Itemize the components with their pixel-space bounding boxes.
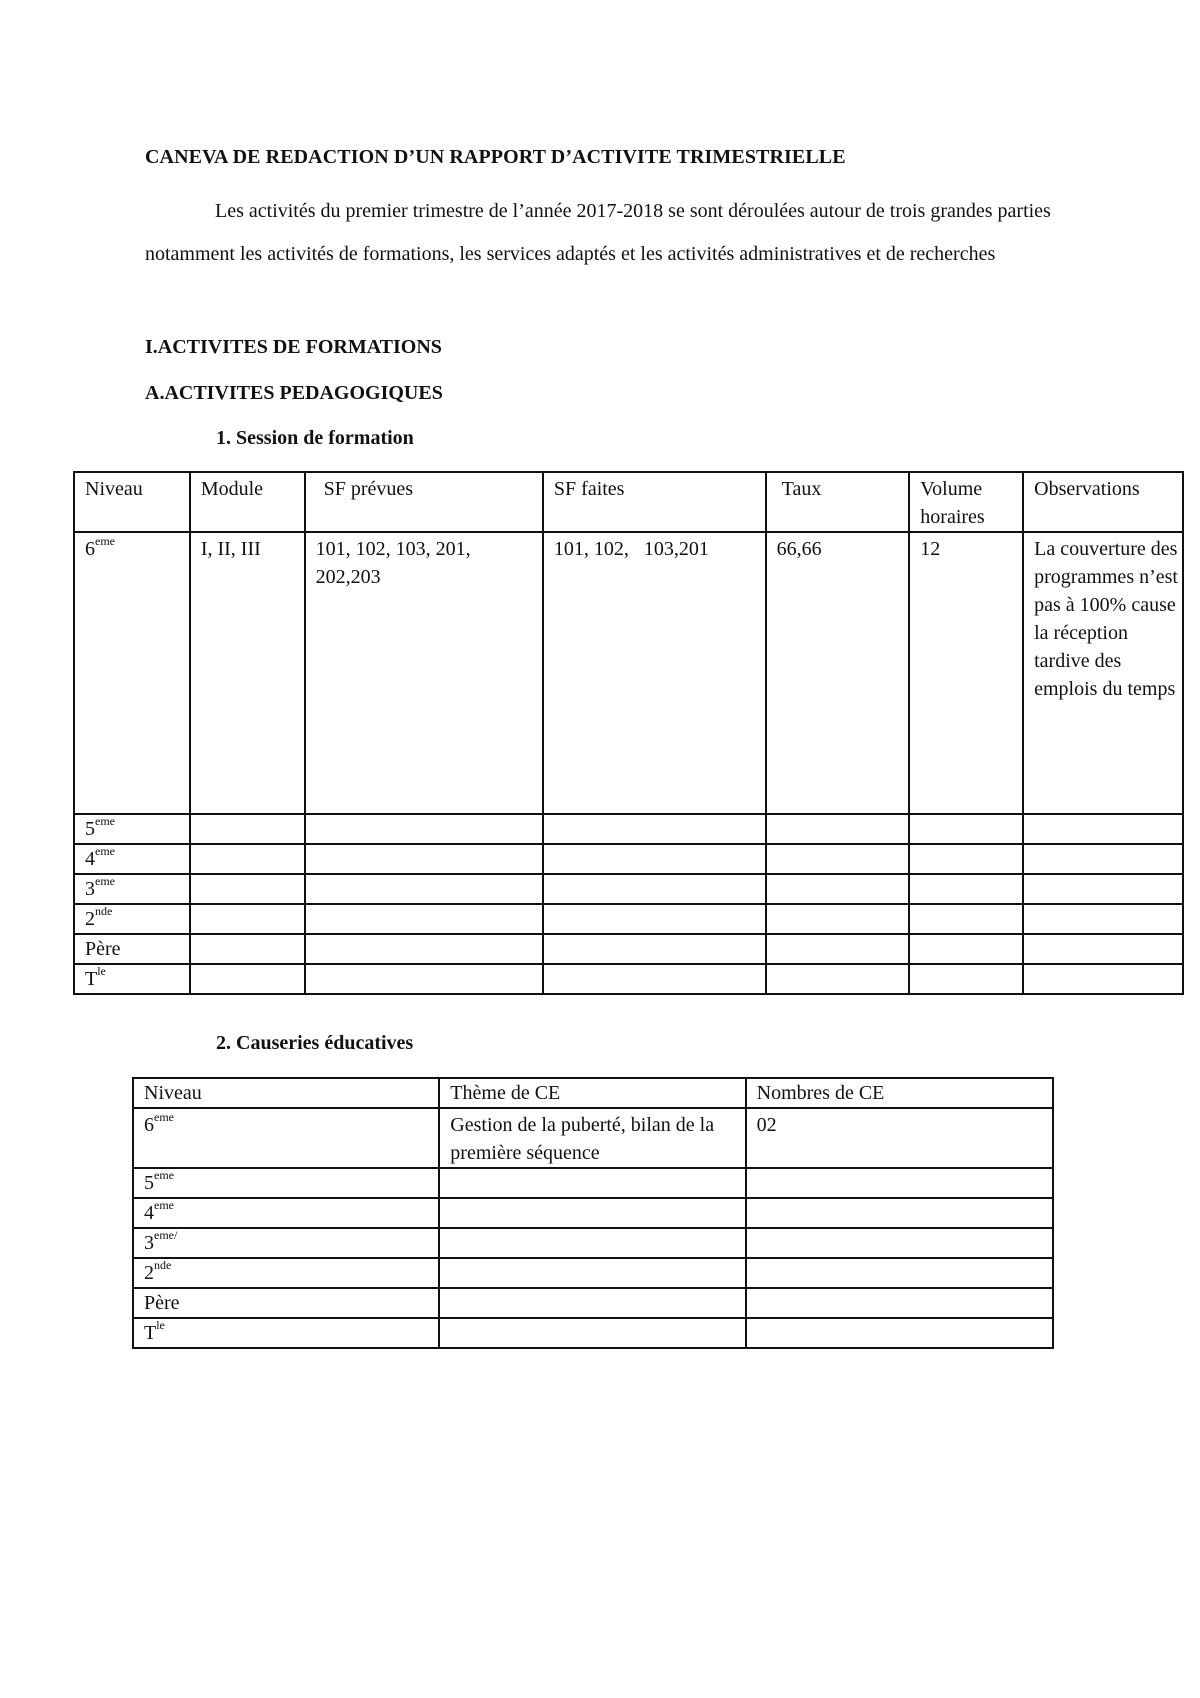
cell-empty — [543, 844, 766, 874]
niveau-label: 2 — [144, 1262, 154, 1284]
cell-empty — [439, 1288, 745, 1318]
cell-niveau — [74, 844, 190, 874]
cell-observations: La couverture des programmes n’est pas à 100% cause la réception tardive des emplois du temps — [1023, 532, 1183, 814]
cell-empty — [909, 904, 1023, 934]
cell-taux: 66,66 — [766, 532, 910, 814]
cell-empty — [543, 904, 766, 934]
cell-empty — [766, 934, 910, 964]
table-row — [133, 1108, 1053, 1168]
cell-empty — [305, 814, 543, 844]
cell-sf-faites: 101, 102, 103,201 — [543, 532, 766, 814]
niveau-sup: eme — [154, 1110, 174, 1125]
cell-empty — [543, 934, 766, 964]
header-cell-volume: Volume horaires — [909, 472, 1023, 532]
niveau-label: 6 — [144, 1114, 154, 1136]
intro-text: Les activités du premier trimestre de l’année 2017-2018 se sont déroulées autour de trois grandes parties notamment les activités de formations, les services adaptés et les activités administratives et de recherches — [145, 200, 1051, 265]
cell-empty — [909, 934, 1023, 964]
niveau-label: 6 — [85, 538, 95, 560]
niveau-label: T — [144, 1322, 157, 1344]
cell-empty — [766, 814, 910, 844]
cell-empty — [766, 964, 910, 994]
header-cell-niveau: Niveau — [74, 472, 190, 532]
cell-niveau — [74, 904, 190, 934]
cell-empty — [1023, 934, 1183, 964]
header-cell-sf-prevues: SF prévues — [305, 472, 543, 532]
cell-empty — [543, 964, 766, 994]
table-row — [133, 1228, 1053, 1258]
header-cell-theme: Thème de CE — [439, 1078, 745, 1108]
cell-empty — [909, 844, 1023, 874]
cell-empty — [190, 874, 305, 904]
niveau-label: 5 — [144, 1172, 154, 1194]
header-cell-nombres: Nombres de CE — [746, 1078, 1053, 1108]
table-row — [133, 1288, 1053, 1318]
cell-empty — [190, 844, 305, 874]
cell-empty — [746, 1228, 1053, 1258]
table-row — [74, 964, 1183, 994]
cell-empty — [746, 1318, 1053, 1348]
table-row — [133, 1258, 1053, 1288]
table-row — [74, 814, 1183, 844]
cell-niveau — [74, 934, 190, 964]
cell-empty — [305, 904, 543, 934]
cell-empty — [766, 874, 910, 904]
cell-empty — [305, 844, 543, 874]
cell-niveau — [74, 964, 190, 994]
niveau-label: Père — [144, 1292, 180, 1314]
section-heading-formations: I.ACTIVITES DE FORMATIONS — [145, 336, 442, 358]
cell-module: I, II, III — [190, 532, 305, 814]
cell-theme: Gestion de la puberté, bilan de la première séquence — [439, 1108, 745, 1168]
session-formation-table — [73, 471, 1184, 995]
cell-empty — [746, 1168, 1053, 1198]
niveau-sup: eme — [95, 534, 115, 549]
niveau-sup: eme — [154, 1198, 174, 1213]
cell-empty — [190, 964, 305, 994]
cell-empty — [1023, 844, 1183, 874]
table-row — [133, 1168, 1053, 1198]
cell-empty — [746, 1258, 1053, 1288]
table-row — [74, 532, 1183, 814]
cell-empty — [190, 934, 305, 964]
niveau-sup: eme — [154, 1168, 174, 1183]
cell-empty — [1023, 874, 1183, 904]
cell-sf-prevues: 101, 102, 103, 201, 202,203 — [305, 532, 543, 814]
cell-nombre: 02 — [746, 1108, 1053, 1168]
niveau-sup: nde — [95, 904, 113, 919]
cell-empty — [766, 844, 910, 874]
item-heading-causeries: 2. Causeries éducatives — [216, 1032, 414, 1054]
niveau-label: 4 — [144, 1202, 154, 1224]
cell-empty — [1023, 814, 1183, 844]
niveau-label: T — [85, 968, 98, 990]
niveau-sup: nde — [154, 1258, 172, 1273]
niveau-label: 3 — [144, 1232, 154, 1254]
cell-empty — [439, 1258, 745, 1288]
table-row — [133, 1198, 1053, 1228]
cell-niveau — [133, 1108, 439, 1168]
cell-empty — [305, 874, 543, 904]
cell-niveau — [74, 874, 190, 904]
niveau-sup: eme/ — [154, 1228, 178, 1243]
cell-empty — [439, 1168, 745, 1198]
cell-niveau — [133, 1228, 439, 1258]
header-cell-taux: Taux — [766, 472, 910, 532]
document-title: CANEVA DE REDACTION D’UN RAPPORT D’ACTIVITE TRIMESTRIELLE — [145, 146, 846, 168]
niveau-label: 3 — [85, 878, 95, 900]
cell-niveau — [133, 1288, 439, 1318]
cell-empty — [543, 874, 766, 904]
cell-empty — [190, 814, 305, 844]
cell-empty — [439, 1228, 745, 1258]
cell-empty — [746, 1288, 1053, 1318]
intro-paragraph — [145, 190, 1075, 275]
cell-empty — [1023, 904, 1183, 934]
cell-empty — [439, 1198, 745, 1228]
subsection-heading-pedagogiques: A.ACTIVITES PEDAGOGIQUES — [145, 382, 443, 404]
header-cell-observations: Observations — [1023, 472, 1183, 532]
cell-empty — [909, 874, 1023, 904]
header-cell-sf-faites: SF faites — [543, 472, 766, 532]
niveau-sup: eme — [95, 814, 115, 829]
cell-empty — [190, 904, 305, 934]
niveau-label: Père — [85, 938, 121, 960]
cell-empty — [1023, 964, 1183, 994]
item-heading-session: 1. Session de formation — [216, 427, 414, 449]
cell-empty — [766, 904, 910, 934]
niveau-label: 2 — [85, 908, 95, 930]
header-cell-module: Module — [190, 472, 305, 532]
causeries-table — [132, 1077, 1054, 1349]
table-row — [133, 1318, 1053, 1348]
cell-niveau — [133, 1258, 439, 1288]
cell-niveau — [133, 1318, 439, 1348]
cell-niveau — [74, 532, 190, 814]
table-row — [74, 934, 1183, 964]
cell-volume: 12 — [909, 532, 1023, 814]
cell-empty — [909, 814, 1023, 844]
header-cell-niveau: Niveau — [133, 1078, 439, 1108]
niveau-sup: le — [156, 1318, 165, 1333]
table-row — [74, 904, 1183, 934]
niveau-label: 5 — [85, 818, 95, 840]
table-header-row — [74, 472, 1183, 532]
niveau-sup: eme — [95, 844, 115, 859]
cell-empty — [305, 934, 543, 964]
cell-empty — [909, 964, 1023, 994]
cell-empty — [543, 814, 766, 844]
cell-niveau — [133, 1168, 439, 1198]
niveau-sup: eme — [95, 874, 115, 889]
cell-empty — [746, 1198, 1053, 1228]
cell-empty — [439, 1318, 745, 1348]
cell-niveau — [74, 814, 190, 844]
cell-empty — [305, 964, 543, 994]
table-header-row — [133, 1078, 1053, 1108]
table-row — [74, 874, 1183, 904]
niveau-label: 4 — [85, 848, 95, 870]
cell-niveau — [133, 1198, 439, 1228]
table-row — [74, 844, 1183, 874]
niveau-sup: le — [97, 964, 106, 979]
